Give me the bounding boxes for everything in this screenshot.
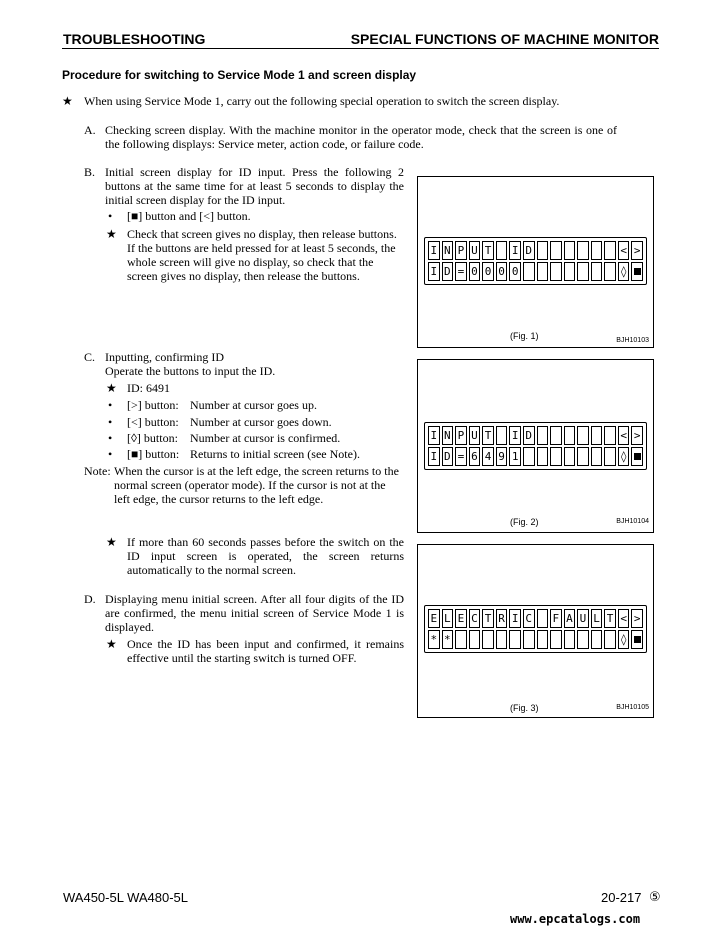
lcd-cell: < [618, 241, 630, 260]
lcd-cell: F [550, 609, 562, 628]
item-b-star-text: Check that screen gives no display, then release buttons. If the buttons are held pressed for at least 5 seconds, the whole screen will give no display, so check that the screen gives no display, then release the buttons. [127, 227, 397, 283]
lcd-cell: L [591, 609, 603, 628]
btn-row-desc: Number at cursor goes up. [190, 398, 317, 412]
lcd-cell [537, 262, 549, 281]
item-c-star: ★ [106, 381, 117, 395]
lcd-cell: 0 [469, 262, 481, 281]
item-c-star2: ★ [106, 535, 117, 549]
footer-models: WA450-5L WA480-5L [63, 890, 189, 905]
lcd-cell [604, 426, 616, 445]
lcd-cell: 6 [469, 447, 481, 466]
lcd-cell [469, 630, 481, 649]
lcd-row-1 [428, 426, 643, 445]
item-b-star: ★ [106, 227, 117, 241]
item-b-dot: • [108, 209, 113, 223]
lcd-cell: ◊ [618, 447, 630, 466]
figure-3 [417, 544, 654, 718]
section-title: Procedure for switching to Service Mode 1 and screen display [62, 68, 417, 82]
lcd-cell [591, 447, 603, 466]
lcd-cell: N [442, 426, 454, 445]
item-d-text: Displaying menu initial screen. After all four digits of the ID are confirmed, the menu initial screen of Service Mode 1 is displayed. [105, 592, 404, 634]
lcd-cell: = [455, 262, 467, 281]
lcd-cell: L [442, 609, 454, 628]
lcd-cell: D [523, 426, 535, 445]
lcd-cell [537, 241, 549, 260]
lcd-cell: E [455, 609, 467, 628]
lcd-cell: 1 [509, 447, 521, 466]
lcd-row-1 [428, 609, 643, 628]
lcd-cell: I [428, 262, 440, 281]
btn-row-dot: • [108, 398, 113, 412]
lcd-cell [537, 630, 549, 649]
lcd-cell: D [523, 241, 535, 260]
note-label: Note: [84, 464, 111, 478]
note-first: When the cursor is at the left edge, the screen returns to the [114, 464, 399, 478]
figure-1 [417, 176, 654, 348]
lcd-cell: ◊ [618, 630, 630, 649]
lcd-cell [482, 630, 494, 649]
lcd-cell [537, 426, 549, 445]
lcd-cell: U [469, 426, 481, 445]
lcd-cell: C [523, 609, 535, 628]
lcd-screen [424, 422, 647, 470]
lcd-cell: 4 [482, 447, 494, 466]
lcd-cell [577, 447, 589, 466]
lcd-cell [537, 447, 549, 466]
btn-row-desc: Number at cursor goes down. [190, 415, 332, 429]
item-c-id: ID: 6491 [127, 381, 170, 395]
lcd-cell-stop-icon [631, 262, 643, 281]
lcd-cell [564, 241, 576, 260]
figure-caption: (Fig. 2) [510, 517, 539, 527]
item-b-text: Initial screen display for ID input. Press the following 2 buttons at the same time for at least 5 seconds to display the initial screen display for the ID input. [105, 165, 404, 207]
lcd-cell: I [428, 447, 440, 466]
lcd-cell [523, 447, 535, 466]
btn-row-dot: • [108, 415, 113, 429]
item-c-star2-text: If more than 60 seconds passes before the switch on the ID input screen is operated, the screen returns automatically to the normal screen. [127, 535, 404, 577]
item-d-letter: D. [84, 592, 96, 606]
lcd-row-2 [428, 262, 643, 281]
lcd-cell: > [631, 426, 643, 445]
lcd-cell: > [631, 609, 643, 628]
lcd-cell: ◊ [618, 262, 630, 281]
header-right: SPECIAL FUNCTIONS OF MACHINE MONITOR [350, 31, 659, 47]
lcd-row-2 [428, 447, 643, 466]
lcd-cell: T [482, 609, 494, 628]
lcd-cell: E [428, 609, 440, 628]
btn-row-label: [■] button: [127, 447, 180, 461]
lcd-cell: C [469, 609, 481, 628]
btn-row-label: [<] button: [127, 415, 179, 429]
btn-row-label: [>] button: [127, 398, 179, 412]
lcd-row-2 [428, 630, 643, 649]
item-a-text: Checking screen display. With the machine monitor in the operator mode, check that the screen is one of the following displays: Service meter, action code, or failure code. [105, 123, 617, 151]
lcd-cell: 9 [496, 447, 508, 466]
lcd-row-1 [428, 241, 643, 260]
figure-2 [417, 359, 654, 533]
figure-code: BJH10104 [616, 518, 649, 525]
lcd-cell [591, 630, 603, 649]
lcd-screen [424, 237, 647, 285]
lcd-cell [591, 262, 603, 281]
lcd-cell [550, 262, 562, 281]
footer-website[interactable]: www.epcatalogs.com [510, 912, 641, 926]
lcd-cell: < [618, 426, 630, 445]
lcd-cell [550, 241, 562, 260]
lcd-cell: I [428, 426, 440, 445]
note-rest: normal screen (operator mode). If the cursor is not at the left edge, the cursor returns to the left edge. [114, 478, 386, 506]
lcd-cell [455, 630, 467, 649]
item-c-title: Inputting, confirming ID [105, 350, 224, 364]
lcd-cell: I [509, 241, 521, 260]
lcd-cell: I [428, 241, 440, 260]
lcd-cell [604, 630, 616, 649]
lcd-cell: N [442, 241, 454, 260]
lcd-cell: I [509, 609, 521, 628]
lcd-cell [577, 241, 589, 260]
lcd-cell [523, 262, 535, 281]
lcd-cell: A [564, 609, 576, 628]
lcd-cell [604, 262, 616, 281]
btn-row-label: [◊] button: [127, 431, 178, 445]
btn-row-dot: • [108, 431, 113, 445]
figure-code: BJH10103 [616, 337, 649, 344]
lcd-cell: > [631, 241, 643, 260]
lcd-cell: R [496, 609, 508, 628]
lcd-cell-stop-icon [631, 630, 643, 649]
item-d-star-text: Once the ID has been input and confirmed, it remains effective until the starting switch is turned OFF. [127, 637, 404, 665]
footer-revision: ⑤ [649, 889, 661, 904]
header-left: TROUBLESHOOTING [63, 31, 206, 47]
lcd-screen [424, 605, 647, 653]
lcd-cell [564, 447, 576, 466]
lcd-cell [550, 630, 562, 649]
btn-row-desc: Number at cursor is confirmed. [190, 431, 341, 445]
figure-code: BJH10105 [616, 704, 649, 711]
lcd-cell: = [455, 447, 467, 466]
btn-row-desc: Returns to initial screen (see Note). [190, 447, 360, 461]
lcd-cell [496, 241, 508, 260]
lcd-cell: < [618, 609, 630, 628]
lcd-cell: * [442, 630, 454, 649]
lcd-cell [523, 630, 535, 649]
footer-page: 20-217 [601, 890, 642, 905]
lcd-cell [604, 241, 616, 260]
lcd-cell [496, 426, 508, 445]
intro-text: When using Service Mode 1, carry out the following special operation to switch the screen display. [84, 94, 560, 108]
header-rule [62, 48, 659, 49]
intro-star: ★ [62, 94, 73, 108]
lcd-cell [591, 426, 603, 445]
item-b-letter: B. [84, 165, 96, 179]
item-c-sub: Operate the buttons to input the ID. [105, 364, 276, 378]
item-a-letter: A. [84, 123, 96, 137]
lcd-cell: D [442, 447, 454, 466]
lcd-cell: * [428, 630, 440, 649]
lcd-cell: T [482, 426, 494, 445]
lcd-cell [537, 609, 549, 628]
lcd-cell: 0 [482, 262, 494, 281]
figure-caption: (Fig. 1) [510, 331, 539, 341]
lcd-cell: U [577, 609, 589, 628]
lcd-cell [591, 241, 603, 260]
lcd-cell [564, 262, 576, 281]
lcd-cell: 0 [496, 262, 508, 281]
item-c-letter: C. [84, 350, 96, 364]
lcd-cell [550, 426, 562, 445]
lcd-cell: P [455, 241, 467, 260]
item-b-dot-text: [■] button and [<] button. [127, 209, 251, 223]
lcd-cell [509, 630, 521, 649]
lcd-cell: 0 [509, 262, 521, 281]
lcd-cell-stop-icon [631, 447, 643, 466]
lcd-cell [577, 630, 589, 649]
lcd-cell [577, 426, 589, 445]
lcd-cell: U [469, 241, 481, 260]
lcd-cell [550, 447, 562, 466]
lcd-cell [496, 630, 508, 649]
lcd-cell: T [604, 609, 616, 628]
lcd-cell: P [455, 426, 467, 445]
item-d-star: ★ [106, 637, 117, 651]
lcd-cell: T [482, 241, 494, 260]
lcd-cell [577, 262, 589, 281]
lcd-cell: D [442, 262, 454, 281]
lcd-cell [564, 426, 576, 445]
figure-caption: (Fig. 3) [510, 703, 539, 713]
btn-row-dot: • [108, 447, 113, 461]
lcd-cell [604, 447, 616, 466]
lcd-cell [564, 630, 576, 649]
lcd-cell: I [509, 426, 521, 445]
